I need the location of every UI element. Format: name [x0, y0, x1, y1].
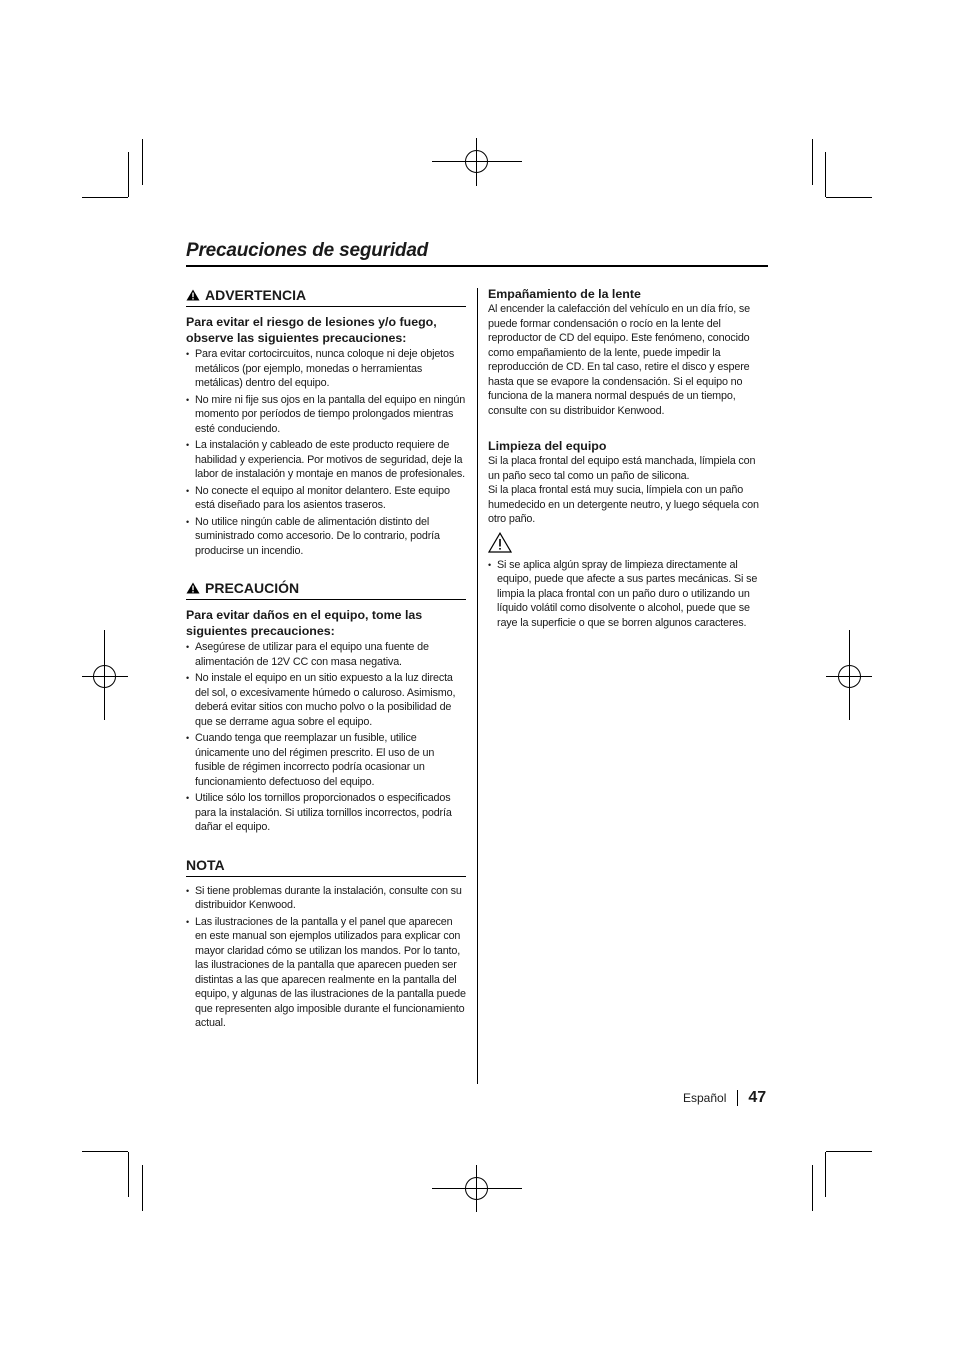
caution-list — [488, 558, 768, 631]
heading-text: PRECAUCIÓN — [205, 580, 300, 596]
list-item: • Si se aplica algún spray de limpieza directamente al equipo, puede que afecte a sus partes mecánicas. Si se limpia la placa frontal con un paño duro o utilizando un líquido volátil como disolvente o alcohol, puede que se raye la superficie o que se borren algunos caracteres. — [488, 558, 768, 631]
page-title: Precauciones de seguridad — [186, 240, 768, 267]
advertencia-subheading: Para evitar el riesgo de lesiones y/o fuego, observe las siguientes precauciones: — [186, 315, 437, 345]
section-heading-nota — [186, 857, 466, 877]
list-item: • Asegúrese de utilizar para el equipo una fuente de alimentación de 12V CC con masa negativa. — [186, 640, 466, 669]
section-heading-advertencia — [186, 287, 466, 307]
heading-text: ADVERTENCIA — [205, 287, 307, 303]
list-item: • Cuando tenga que reemplazar un fusible, utilice únicamente uno del régimen prescrito. El uso de un fusible de régimen incorrecto podría ocasionar un funcionamiento defectuoso del equipo. — [186, 731, 466, 789]
nota-list — [186, 884, 466, 1031]
empanamiento-heading: Empañamiento de la lente — [488, 287, 641, 301]
precaucion-list — [186, 640, 466, 835]
limpieza-text-2: Si la placa frontal está muy sucia, límpiela con un paño humedecido en un detergente neutro, y luego séquela con otro paño. — [488, 484, 759, 525]
left-column — [186, 287, 466, 1033]
list-item: • No mire ni fije sus ojos en la pantalla del equipo en ningún momento por períodos de tiempo prolongados mientras esté conduciendo. — [186, 393, 466, 437]
right-column — [488, 287, 768, 632]
list-item: • Para evitar cortocircuitos, nunca coloque ni deje objetos metálicos (por ejemplo, monedas o herramientas metálicas) dentro del equipo. — [186, 347, 466, 391]
section-advertencia — [186, 287, 466, 558]
footer-separator — [737, 1090, 738, 1106]
precaucion-subheading: Para evitar daños en el equipo, tome las siguientes precauciones: — [186, 608, 423, 638]
list-item: • Las ilustraciones de la pantalla y el panel que aparecen en este manual son ejemplos utilizados para explicar con mayor claridad cómo se utilizan los mandos. Por lo tanto, las ilustraciones de la pantalla que aparecen pueden ser distintas a las que aparecen realmente en la pantalla del equipo, y algunas de las ilustraciones de la pantalla puede que representen algo imposible durante el funcionamiento actual. — [186, 915, 466, 1031]
section-empanamiento — [488, 287, 768, 418]
list-item: • Utilice sólo los tornillos proporcionados o especificados para la instalación. Si utiliza tornillos incorrectos, podría dañar el equipo. — [186, 791, 466, 835]
section-heading-precaucion — [186, 580, 466, 600]
page-number: 47 — [748, 1089, 767, 1106]
limpieza-text-1: Si la placa frontal del equipo está manchada, límpiela con un paño seco tal como un paño de silicona. — [488, 455, 756, 482]
heading-text: NOTA — [186, 856, 225, 873]
section-limpieza — [488, 439, 768, 630]
advertencia-list — [186, 347, 466, 558]
list-item: • Si tiene problemas durante la instalación, consulte con su distribuidor Kenwood. — [186, 884, 466, 913]
list-item: • No utilice ningún cable de alimentación distinto del suministrado como accesorio. De lo contrario, podría producirse un incendio. — [186, 515, 466, 559]
page-footer — [683, 1089, 766, 1107]
list-item: • La instalación y cableado de este producto requiere de habilidad y experiencia. Por motivos de seguridad, deje la labor de instalación y montaje en manos de profesionales. — [186, 438, 466, 482]
column-divider — [477, 288, 478, 1084]
caution-outline-triangle-icon — [488, 532, 512, 553]
section-precaucion — [186, 580, 466, 835]
limpieza-heading: Limpieza del equipo — [488, 439, 607, 453]
section-nota — [186, 857, 466, 1031]
warning-triangle-icon — [186, 289, 200, 301]
list-item: • No conecte el equipo al monitor delantero. Este equipo está diseñado para los asientos traseros. — [186, 484, 466, 513]
caution-note — [488, 532, 768, 631]
caution-triangle-icon — [186, 582, 200, 594]
empanamiento-text: Al encender la calefacción del vehículo en un día frío, se puede formar condensación o rocío en la lente del reproductor de CD del equipo. Este fenómeno, conocido como empañamiento de la lente, puede impedir la reproducción de CD. En tal caso, retire el disco y espere hasta que se evapore la condensación. Si el equipo no funciona de la manera normal después de un tiempo, consulte con su distribuidor Kenwood. — [488, 303, 750, 417]
list-item: • No instale el equipo en un sitio expuesto a la luz directa del sol, o excesivamente húmedo o caluroso. Asimismo, deberá evitar sitios con mucho polvo o la posibilidad de que se derrame agua sobre el equipo. — [186, 671, 466, 729]
footer-language: Español — [683, 1091, 727, 1105]
